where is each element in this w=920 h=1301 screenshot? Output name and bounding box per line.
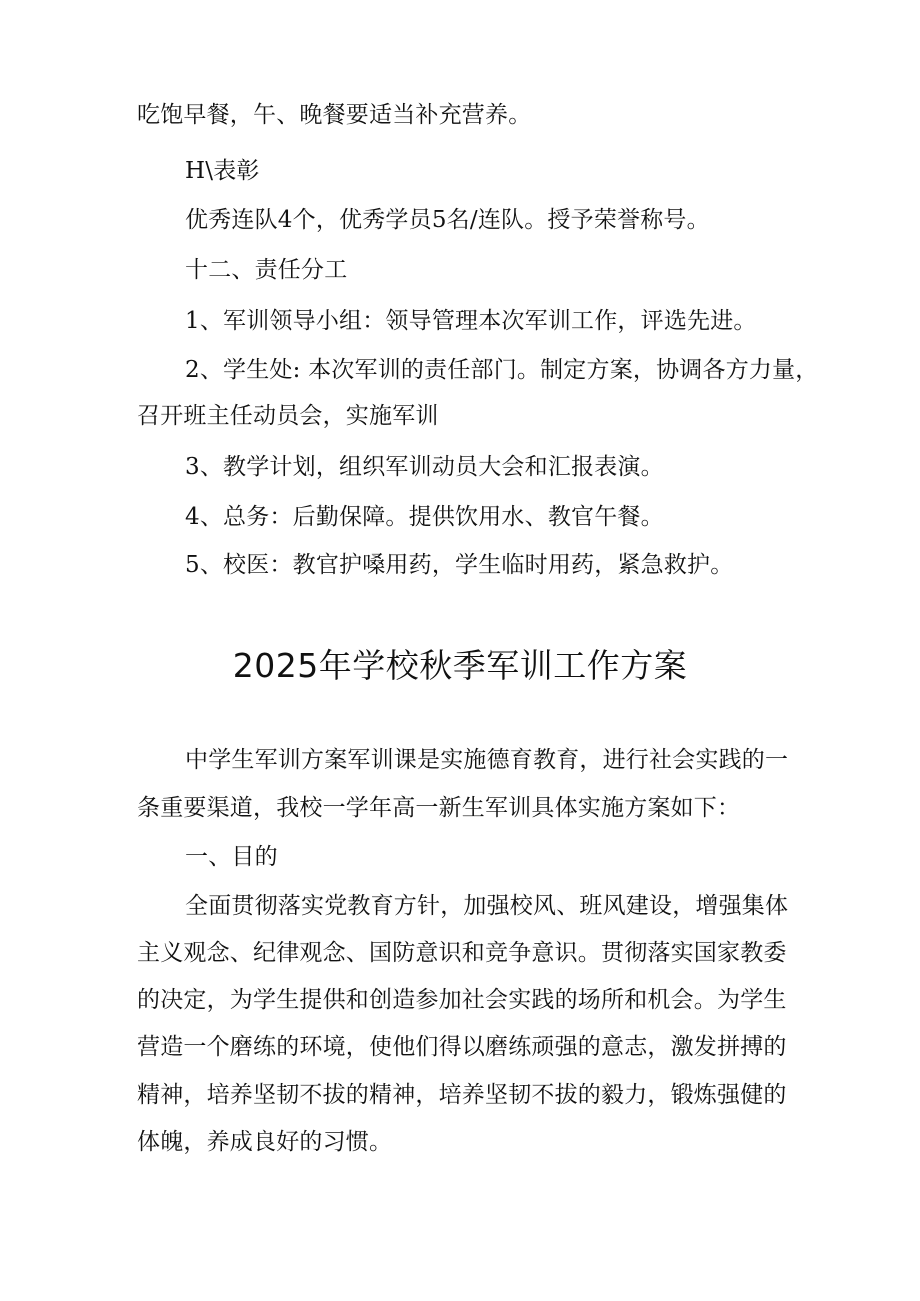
text-line: 全面贯彻落实党教育方针，加强校风、班风建设，增强集体 — [185, 893, 789, 919]
text-line: 体魄，养成良好的习惯。 — [137, 1129, 393, 1155]
section-heading: H\表彰 — [185, 158, 260, 184]
text-line: 4、总务：后勤保障。提供饮用水、教官午餐。 — [185, 504, 664, 530]
text-line: 召开班主任动员会，实施军训 — [137, 403, 439, 429]
text-line: 优秀连队4个，优秀学员5名/连队。授予荣誉称号。 — [185, 207, 710, 233]
text-line: 1、军训领导小组：领导管理本次军训工作，评选先进。 — [185, 308, 757, 334]
text-line: 3、教学计划，组织军训动员大会和汇报表演。 — [185, 454, 664, 480]
section-heading: 一、目的 — [185, 844, 278, 870]
text-line: 主义观念、纪律观念、国防意识和竞争意识。贯彻落实国家教委 — [137, 940, 787, 966]
text-line: 条重要渠道，我校一学年高一新生军训具体实施方案如下： — [137, 795, 741, 821]
text-line: 吃饱早餐，午、晚餐要适当补充营养。 — [137, 102, 532, 128]
text-line: 精神，培养坚韧不拔的精神，培养坚韧不拔的毅力，锻炼强健的 — [137, 1082, 787, 1108]
text-line: 中学生军训方案军训课是实施德育教育，进行社会实践的一 — [185, 747, 789, 773]
text-line: 营造一个磨练的环境，使他们得以磨练顽强的意志，激发拼搏的 — [137, 1034, 787, 1060]
text-line: 的决定，为学生提供和创造参加社会实践的场所和机会。为学生 — [137, 987, 787, 1013]
document-title: 2025年学校秋季军训工作方案 — [232, 646, 688, 685]
text-line: 5、校医：教官护嗓用药，学生临时用药，紧急救护。 — [185, 552, 734, 578]
text-line: 2、学生处: 本次军训的责任部门。制定方案，协调各方力量， — [185, 357, 819, 383]
section-heading: 十二、责任分工 — [185, 257, 348, 283]
